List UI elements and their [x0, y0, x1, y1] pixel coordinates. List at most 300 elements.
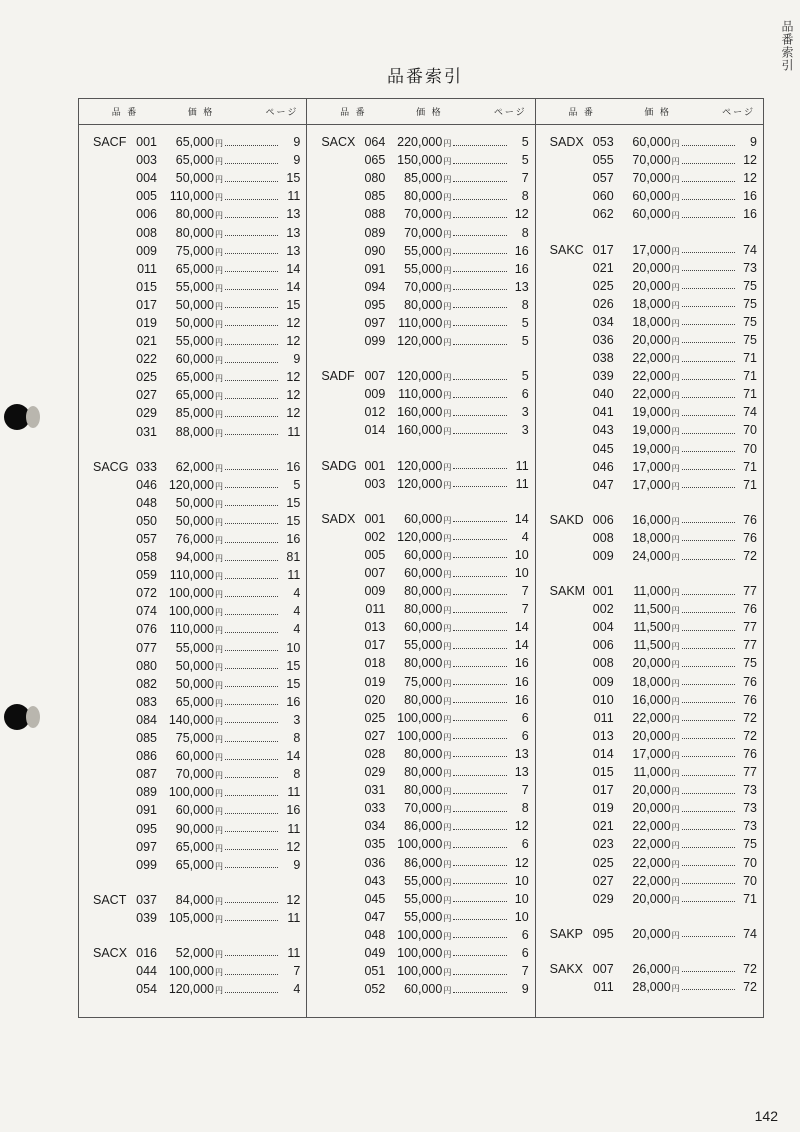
yen-symbol: 円	[215, 193, 223, 203]
item-price	[157, 964, 223, 978]
page-ref: 71	[743, 387, 757, 402]
index-row	[307, 781, 534, 799]
dot-leader	[225, 505, 278, 506]
yen-symbol: 円	[443, 913, 452, 923]
price-value: 100,000	[397, 945, 443, 960]
dot-leader	[682, 829, 735, 830]
page-ref: 15	[286, 495, 301, 510]
entry-list	[79, 125, 306, 998]
page-ref: 11	[287, 945, 301, 960]
item-price	[385, 910, 451, 924]
item-number: 052	[364, 982, 386, 997]
page-ref: 73	[743, 801, 757, 816]
page-ref: 7	[521, 584, 529, 599]
dot-leader	[682, 252, 735, 253]
yen-symbol: 円	[671, 769, 680, 779]
page-ref: 74	[743, 926, 757, 941]
yen-symbol: 円	[443, 624, 452, 634]
item-price	[614, 460, 680, 474]
item-price	[385, 244, 451, 258]
dot-leader	[682, 559, 735, 560]
price-value: 60,000	[404, 566, 443, 581]
index-row	[79, 856, 306, 874]
yen-symbol: 円	[671, 373, 680, 383]
price-value: 110,000	[169, 568, 214, 583]
price-value: 18,000	[632, 674, 671, 689]
item-number: 099	[136, 857, 157, 872]
yen-symbol: 円	[671, 481, 680, 491]
index-row	[307, 835, 534, 853]
price-value: 84,000	[175, 892, 214, 907]
dot-leader	[225, 741, 278, 742]
item-number: 025	[364, 710, 386, 725]
item-number: 072	[136, 586, 157, 601]
price-value: 100,000	[397, 728, 443, 743]
price-value: 76,000	[175, 532, 214, 547]
index-row	[307, 890, 534, 908]
item-price	[614, 620, 680, 634]
price-value: 11,000	[633, 584, 671, 599]
item-price	[157, 803, 223, 817]
item-price	[385, 711, 451, 725]
index-row	[536, 872, 763, 890]
price-value: 26,000	[632, 961, 671, 976]
item-number: 039	[136, 910, 157, 925]
item-prefix: SAKC	[549, 242, 584, 257]
item-price	[157, 135, 223, 149]
item-price	[385, 928, 451, 942]
dot-leader	[682, 288, 735, 289]
item-number: 095	[364, 297, 386, 312]
item-number: 007	[364, 369, 386, 384]
item-number: 097	[136, 839, 157, 854]
item-price	[385, 153, 451, 167]
page-ref: 75	[743, 656, 757, 671]
page-ref: 76	[743, 512, 757, 527]
dot-leader	[682, 612, 735, 613]
item-number: 010	[592, 692, 614, 707]
price-value: 85,000	[404, 171, 443, 186]
yen-symbol: 円	[215, 735, 223, 745]
price-value: 110,000	[398, 315, 443, 330]
index-row	[307, 367, 534, 385]
item-price	[157, 226, 223, 240]
index-row	[79, 530, 306, 548]
dot-leader	[453, 163, 506, 164]
page-ref: 3	[521, 423, 529, 438]
item-number: 014	[364, 423, 386, 438]
index-row	[536, 205, 763, 223]
item-price	[385, 837, 451, 851]
yen-symbol: 円	[215, 301, 223, 311]
item-number: 046	[136, 477, 157, 492]
item-price	[614, 837, 680, 851]
yen-symbol: 円	[443, 283, 452, 293]
index-row	[307, 673, 534, 691]
price-value: 110,000	[398, 387, 443, 402]
yen-symbol: 円	[215, 716, 223, 726]
index-row	[307, 727, 534, 745]
yen-symbol: 円	[671, 409, 680, 419]
yen-symbol: 円	[671, 553, 680, 563]
item-number: 028	[364, 746, 386, 761]
page-ref: 12	[743, 171, 757, 186]
page-ref: 12	[286, 406, 301, 421]
item-price	[614, 351, 680, 365]
page-ref: 4	[293, 982, 301, 997]
item-number: 008	[136, 225, 157, 240]
item-price	[385, 675, 451, 689]
item-number: 091	[136, 803, 157, 818]
index-row	[536, 277, 763, 295]
page-ref: 72	[743, 979, 757, 994]
yen-symbol: 円	[443, 841, 452, 851]
item-number: 029	[364, 765, 386, 780]
page-ref: 7	[521, 783, 529, 798]
page-ref: 5	[293, 477, 301, 492]
price-value: 70,000	[404, 801, 443, 816]
dot-leader	[225, 163, 278, 164]
item-prefix: SADF	[321, 369, 355, 384]
dot-leader	[453, 307, 506, 308]
page-ref: 13	[514, 746, 529, 761]
index-row	[79, 747, 306, 765]
index-row	[307, 908, 534, 926]
item-number: 077	[136, 640, 157, 655]
dot-leader	[453, 702, 506, 703]
item-price	[614, 207, 680, 221]
dot-leader	[225, 398, 278, 399]
item-price	[385, 530, 451, 544]
index-row	[536, 385, 763, 403]
dot-leader	[453, 756, 506, 757]
page-ref: 72	[743, 728, 757, 743]
price-value: 80,000	[175, 207, 214, 222]
price-value: 22,000	[632, 837, 671, 852]
item-price	[614, 387, 680, 401]
item-number: 001	[364, 458, 386, 473]
index-row	[79, 260, 306, 278]
page-ref: 70	[743, 873, 757, 888]
page-ref: 70	[743, 423, 757, 438]
page-ref: 5	[521, 315, 529, 330]
punch-hole-bottom	[4, 704, 44, 730]
item-price	[614, 189, 680, 203]
item-number: 045	[364, 891, 386, 906]
dot-leader	[225, 487, 278, 488]
item-number: 009	[364, 387, 386, 402]
dot-leader	[225, 813, 278, 814]
page-ref: 7	[521, 602, 529, 617]
dot-leader	[453, 539, 506, 540]
price-value: 75,000	[175, 243, 214, 258]
entry-list	[536, 125, 763, 996]
item-prefix: SACX	[321, 135, 356, 150]
page-ref: 16	[743, 207, 757, 222]
page-ref: 13	[286, 207, 301, 222]
index-row	[307, 980, 534, 998]
item-number: 020	[364, 692, 386, 707]
dot-leader	[225, 920, 278, 921]
yen-symbol: 円	[443, 732, 452, 742]
page-ref: 71	[743, 459, 757, 474]
price-value: 50,000	[175, 676, 214, 691]
page-ref: 14	[514, 511, 529, 526]
item-price	[157, 244, 223, 258]
index-row	[79, 944, 306, 962]
item-price	[157, 731, 223, 745]
index-row	[536, 403, 763, 421]
dot-leader	[225, 650, 278, 651]
yen-symbol: 円	[671, 750, 680, 760]
dot-leader	[453, 253, 506, 254]
entry-list	[307, 125, 534, 998]
index-row	[536, 421, 763, 439]
price-value: 120,000	[168, 477, 214, 492]
page-ref: 6	[521, 837, 529, 852]
page-ref: 3	[293, 712, 301, 727]
item-number: 007	[364, 566, 386, 581]
dot-leader	[453, 793, 506, 794]
item-number: 097	[364, 315, 386, 330]
price-value: 22,000	[632, 855, 671, 870]
yen-symbol: 円	[215, 338, 223, 348]
item-price	[614, 243, 680, 257]
price-value: 80,000	[175, 225, 214, 240]
dot-leader	[453, 433, 506, 434]
index-row	[79, 566, 306, 584]
page-ref: 75	[743, 332, 757, 347]
price-value: 22,000	[632, 369, 671, 384]
dot-leader	[682, 793, 735, 794]
item-number: 054	[136, 982, 157, 997]
price-value: 65,000	[175, 135, 214, 150]
page-ref: 10	[514, 547, 529, 562]
page-ref: 16	[286, 694, 301, 709]
dot-leader	[453, 181, 506, 182]
item-price	[385, 856, 451, 870]
item-price	[385, 620, 451, 634]
page-ref: 12	[286, 839, 301, 854]
yen-symbol: 円	[443, 696, 452, 706]
price-value: 140,000	[168, 712, 214, 727]
page-ref: 3	[521, 405, 529, 420]
item-prefix: SAKX	[549, 961, 584, 976]
item-number: 050	[136, 513, 157, 528]
page-ref: 11	[287, 189, 301, 204]
page-ref: 11	[515, 458, 529, 473]
yen-symbol: 円	[671, 624, 680, 634]
item-price	[614, 279, 680, 293]
yen-symbol: 円	[443, 642, 452, 652]
yen-symbol: 円	[443, 968, 452, 978]
yen-symbol: 円	[671, 877, 680, 887]
item-number: 033	[136, 459, 157, 474]
dot-leader	[682, 181, 735, 182]
page-ref: 76	[743, 692, 757, 707]
dot-leader	[682, 540, 735, 541]
price-value: 16,000	[632, 692, 671, 707]
item-number: 006	[592, 638, 614, 653]
item-number: 047	[592, 477, 614, 492]
item-number: 004	[592, 620, 614, 635]
index-row	[79, 332, 306, 350]
page-ref: 15	[286, 658, 301, 673]
index-row	[536, 440, 763, 458]
yen-symbol: 円	[443, 895, 452, 905]
item-number: 005	[136, 189, 157, 204]
index-row	[307, 962, 534, 980]
price-value: 22,000	[632, 387, 671, 402]
item-price	[157, 767, 223, 781]
item-number: 087	[136, 767, 157, 782]
dot-leader	[225, 632, 278, 633]
price-value: 22,000	[632, 351, 671, 366]
price-value: 120,000	[397, 369, 443, 384]
page-ref: 74	[743, 405, 757, 420]
yen-symbol: 円	[443, 877, 452, 887]
dot-leader	[682, 738, 735, 739]
index-row	[536, 745, 763, 763]
page-ref: 72	[743, 549, 757, 564]
page-ref: 12	[286, 315, 301, 330]
yen-symbol: 円	[671, 336, 680, 346]
price-value: 55,000	[175, 279, 214, 294]
yen-symbol: 円	[443, 319, 452, 329]
index-row	[536, 960, 763, 978]
index-row	[536, 799, 763, 817]
page-ref: 11	[287, 910, 301, 925]
yen-symbol: 円	[671, 282, 680, 292]
item-prefix: SACG	[93, 459, 129, 474]
item-price	[157, 496, 223, 510]
price-value: 55,000	[404, 891, 443, 906]
price-value: 80,000	[404, 692, 443, 707]
price-value: 55,000	[175, 334, 214, 349]
page-ref: 5	[521, 153, 529, 168]
page-ref: 76	[743, 746, 757, 761]
dot-leader	[225, 974, 278, 975]
item-number: 001	[592, 584, 614, 599]
item-number: 006	[136, 207, 157, 222]
item-number: 001	[364, 511, 386, 526]
item-number: 031	[364, 783, 386, 798]
item-price	[614, 638, 680, 652]
item-number: 005	[364, 547, 386, 562]
item-price	[385, 369, 451, 383]
item-number: 011	[593, 979, 614, 994]
price-value: 70,000	[404, 279, 443, 294]
page-title: 品番索引	[387, 67, 463, 86]
price-value: 120,000	[397, 476, 443, 491]
item-price	[614, 171, 680, 185]
price-value: 100,000	[397, 964, 443, 979]
page-ref: 14	[286, 261, 301, 276]
dot-leader	[225, 380, 278, 381]
dot-leader	[453, 576, 506, 577]
price-value: 120,000	[397, 529, 443, 544]
item-prefix: SAKP	[549, 926, 584, 941]
item-number: 037	[136, 892, 157, 907]
dot-leader	[453, 847, 506, 848]
yen-symbol: 円	[671, 895, 680, 905]
dot-leader	[453, 919, 506, 920]
page-ref: 9	[293, 352, 301, 367]
page-ref: 10	[286, 640, 301, 655]
page-ref: 72	[743, 961, 757, 976]
item-number: 019	[592, 801, 614, 816]
yen-symbol: 円	[671, 696, 680, 706]
item-number: 026	[592, 296, 614, 311]
price-value: 105,000	[168, 910, 214, 925]
index-row	[307, 187, 534, 205]
index-row	[536, 529, 763, 547]
item-price	[385, 801, 451, 815]
item-price	[157, 189, 223, 203]
yen-symbol: 円	[443, 551, 452, 561]
index-row	[79, 278, 306, 296]
yen-symbol: 円	[443, 211, 452, 221]
page-ref: 13	[514, 765, 529, 780]
yen-symbol: 円	[215, 517, 223, 527]
item-price	[157, 982, 223, 996]
item-number: 011	[593, 710, 614, 725]
index-row	[307, 799, 534, 817]
item-price	[157, 334, 223, 348]
price-value: 100,000	[397, 837, 443, 852]
yen-symbol: 円	[443, 265, 452, 275]
item-number: 046	[592, 459, 614, 474]
item-number: 085	[136, 731, 157, 746]
index-row	[79, 819, 306, 837]
index-row	[536, 169, 763, 187]
item-number: 057	[136, 532, 157, 547]
item-number: 017	[592, 783, 614, 798]
item-price	[614, 856, 680, 870]
item-price	[157, 840, 223, 854]
index-row	[307, 205, 534, 223]
price-value: 100,000	[168, 964, 214, 979]
yen-symbol: 円	[671, 139, 680, 149]
item-prefix: SAKD	[549, 512, 584, 527]
item-number: 013	[364, 620, 386, 635]
page-ref: 4	[293, 586, 301, 601]
header-page: ページ	[265, 107, 299, 117]
item-prefix: SACT	[93, 892, 127, 907]
index-row	[307, 169, 534, 187]
page-ref: 16	[514, 692, 529, 707]
dot-leader	[225, 362, 278, 363]
yen-symbol: 円	[443, 175, 452, 185]
dot-leader	[225, 469, 278, 470]
index-row	[536, 978, 763, 996]
yen-symbol: 円	[215, 771, 223, 781]
price-value: 24,000	[632, 549, 671, 564]
index-row	[536, 691, 763, 709]
index-row	[79, 404, 306, 422]
dot-leader	[453, 648, 506, 649]
index-row	[307, 654, 534, 672]
price-value: 19,000	[632, 405, 671, 420]
dot-leader	[682, 775, 735, 776]
price-value: 55,000	[404, 909, 443, 924]
yen-symbol: 円	[671, 678, 680, 688]
dot-leader	[453, 379, 506, 380]
index-row	[79, 151, 306, 169]
item-number: 088	[364, 207, 386, 222]
yen-symbol: 円	[443, 678, 452, 688]
yen-symbol: 円	[215, 608, 223, 618]
